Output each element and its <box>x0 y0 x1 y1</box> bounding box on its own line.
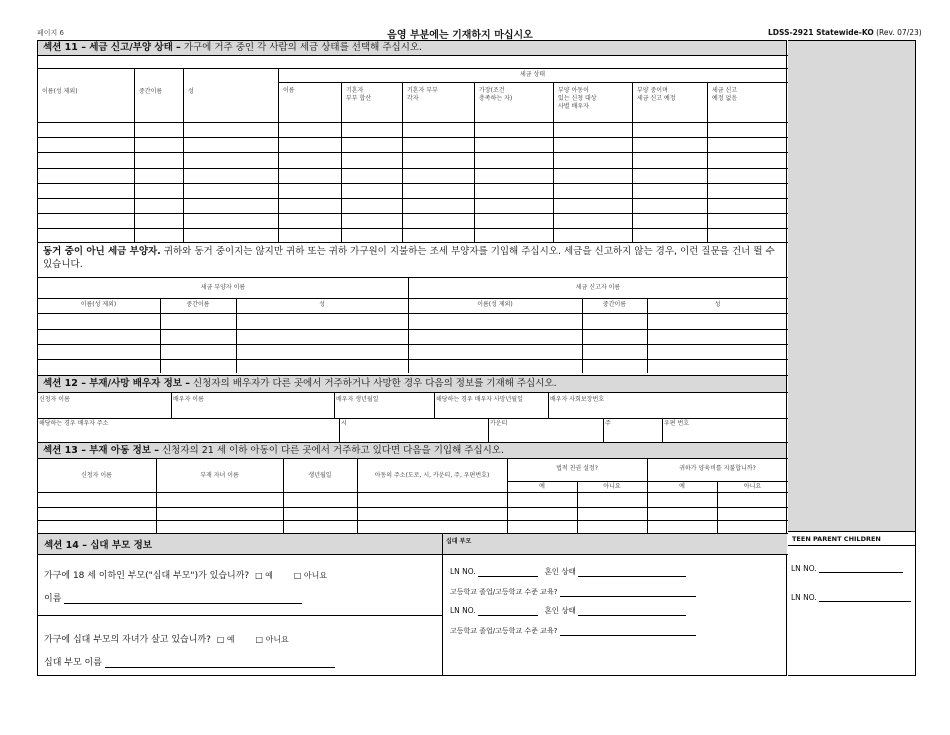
s11-table-cell[interactable] <box>632 228 707 242</box>
teen-child-no-checkbox[interactable]: □ 아니요 <box>255 635 289 644</box>
child-yes-header: 예 <box>539 483 545 490</box>
form-code: LDSS-2921 Statewide-KO <box>768 28 874 37</box>
s11-table-cell[interactable] <box>707 198 788 213</box>
dependent-table-cell[interactable] <box>37 359 160 375</box>
section11-header <box>38 41 786 55</box>
education-field[interactable] <box>560 635 696 636</box>
child-table-cell[interactable] <box>156 520 283 533</box>
child-table-cell[interactable] <box>357 492 507 507</box>
s11-table-cell[interactable] <box>134 228 183 242</box>
s11-table-cell[interactable] <box>183 122 278 137</box>
child-table-cell[interactable] <box>37 507 156 520</box>
spouse-address-divider <box>662 418 663 442</box>
s11-table-cell[interactable] <box>341 137 402 152</box>
s11-table-cell[interactable] <box>134 152 183 168</box>
spouse-address-label-0: 해당하는 경우 배우자 주소 <box>39 420 109 427</box>
child-table-cell[interactable] <box>717 507 788 520</box>
s11-table-cell[interactable] <box>707 137 788 152</box>
child-ln-field[interactable] <box>819 572 903 573</box>
dependents-header <box>38 243 786 276</box>
tax-dependent-group-label: 세금 부양자 이름 <box>200 284 246 291</box>
child-col-header-4: 법적 친권 설정? <box>556 465 598 472</box>
s11-table-cell[interactable] <box>37 122 134 137</box>
section11-title: 섹션 11 – 세금 신고/부양 상태 – <box>43 42 181 53</box>
s11-table-cell[interactable] <box>474 228 553 242</box>
dependent-col-header-3: 이름(성 제외) <box>477 301 513 308</box>
child-yes-header: 예 <box>679 483 685 490</box>
child-table-cell[interactable] <box>577 520 647 533</box>
dependent-table-cell[interactable] <box>408 359 582 375</box>
s11-table-cell[interactable] <box>37 198 134 213</box>
education-label: 고등학교 졸업/고등학교 수준 교육? <box>450 627 558 635</box>
teen-parent-children-header: TEEN PARENT CHILDREN <box>792 535 881 543</box>
s11-table-cell[interactable] <box>278 183 341 198</box>
child-table-cell[interactable] <box>647 507 717 520</box>
teen-parent-full-name-field[interactable] <box>105 667 335 668</box>
dependent-table-cell[interactable] <box>236 344 408 359</box>
dependent-table-cell[interactable] <box>647 344 788 359</box>
s11-table-cell[interactable] <box>553 137 632 152</box>
s11-table-cell[interactable] <box>474 168 553 183</box>
dependent-table-cell[interactable] <box>582 359 647 375</box>
s11-table-cell[interactable] <box>278 228 341 242</box>
child-no-header: 아니요 <box>743 483 762 490</box>
spouse-field-label-0: 신청자 이름 <box>39 396 70 403</box>
spouse-field-label-1: 배우자 이름 <box>173 396 204 403</box>
marital-status-field[interactable] <box>578 576 686 577</box>
form-revision: (Rev. 07/23) <box>876 28 922 37</box>
dependent-table-cell[interactable] <box>160 359 236 375</box>
s11-table-cell[interactable] <box>341 183 402 198</box>
s11-table-cell[interactable] <box>341 213 402 228</box>
s11-col-header-9: 세금 신고 예정 없음 <box>712 87 738 102</box>
s11-table-cell[interactable] <box>707 213 788 228</box>
s11-table-cell[interactable] <box>632 152 707 168</box>
s11-table-cell[interactable] <box>707 168 788 183</box>
s11-table-cell[interactable] <box>341 198 402 213</box>
teen-parent-no-checkbox[interactable]: □ 아니요 <box>293 571 328 580</box>
tax-filer-group-label: 세금 신고자 이름 <box>575 284 621 291</box>
dependent-table-cell[interactable] <box>160 344 236 359</box>
spouse-field-input[interactable] <box>434 393 548 418</box>
s11-table-cell[interactable] <box>37 137 134 152</box>
education-field[interactable] <box>560 596 696 597</box>
dependent-table-cell[interactable] <box>37 313 160 329</box>
dependent-table-cell[interactable] <box>408 329 582 344</box>
child-table-cell[interactable] <box>507 492 577 507</box>
s11-table-cell[interactable] <box>183 228 278 242</box>
teen-child-question <box>44 632 289 645</box>
s11-col-header-4: 기혼자 부부 합산 <box>346 87 372 102</box>
s11-table-cell[interactable] <box>553 183 632 198</box>
dependent-table-cell[interactable] <box>236 313 408 329</box>
form-id <box>768 28 922 37</box>
child-table-cell[interactable] <box>577 507 647 520</box>
s11-table-cell[interactable] <box>37 152 134 168</box>
teen-parent-row-2 <box>450 605 686 616</box>
s11-table-cell[interactable] <box>183 198 278 213</box>
section13-text: 신청자의 21 세 이하 아동이 다른 곳에서 거주하고 있다면 다음을 기입해 주십시오. <box>158 445 504 456</box>
s11-table-cell[interactable] <box>341 152 402 168</box>
teen-parent-full-name-row <box>44 655 335 668</box>
marital-status-label: 혼인 상태 <box>544 606 576 615</box>
spouse-field-input[interactable] <box>37 393 171 418</box>
dependents-text: 귀하와 동거 중이지는 않지만 귀하 또는 귀하 가구원이 지불하는 조세 부양자를 기입해 주십시오. 세금을 신고하지 않는 경우, 이런 질문을 건너 뛸 수 있습니다. <box>43 246 775 270</box>
child-table-cell[interactable] <box>507 507 577 520</box>
teen-parent-header-bg <box>443 534 787 554</box>
section13-title: 섹션 13 – 부재 아동 정보 – <box>43 445 159 456</box>
spouse-field-label-3: 해당하는 경우 배우자 사망년월일 <box>436 396 523 403</box>
s11-table-cell[interactable] <box>553 198 632 213</box>
section12-title: 섹션 12 – 부재/사망 배우자 정보 – <box>43 378 190 389</box>
s11-table-cell[interactable] <box>632 122 707 137</box>
s11-table-cell[interactable] <box>134 183 183 198</box>
s11-col-header-7: 부양 아동이 있는 신청 대상 사별 배우자 <box>558 87 597 110</box>
s11-table-cell[interactable] <box>278 168 341 183</box>
teen-parent-name-label: 이름 <box>44 594 62 604</box>
child-ln-row-1 <box>791 564 903 573</box>
s11-table-cell[interactable] <box>402 183 474 198</box>
s11-table-cell[interactable] <box>183 152 278 168</box>
dependent-table-cell[interactable] <box>647 329 788 344</box>
child-ln-field[interactable] <box>819 601 911 602</box>
s11-col-divider <box>134 68 135 82</box>
dependent-table-cell[interactable] <box>582 329 647 344</box>
teen-parent-question <box>44 568 327 581</box>
teen-parent-name-row <box>44 591 302 604</box>
child-col-header-0: 신청자 이름 <box>81 472 112 479</box>
child-ln-label: LN NO. <box>791 593 817 602</box>
section14-title: 섹션 14 – 십대 부모 정보 <box>44 540 152 551</box>
dependent-table-cell[interactable] <box>160 329 236 344</box>
spouse-field-divider <box>334 392 335 418</box>
s11-table-cell[interactable] <box>402 213 474 228</box>
spouse-field-divider <box>171 392 172 418</box>
s11-table-cell[interactable] <box>183 168 278 183</box>
section12-text: 신청자의 배우자가 다른 곳에서 거주하거나 사망한 경우 다음의 정보를 기재해 주십시오. <box>189 378 557 389</box>
child-table-cell[interactable] <box>577 492 647 507</box>
s11-table-cell[interactable] <box>402 198 474 213</box>
dependent-table-cell[interactable] <box>647 313 788 329</box>
teen-parent-question-text: 가구에 18 세 이하인 부모("십대 부모")가 있습니까? <box>44 571 250 581</box>
teen-parent-name-field[interactable] <box>64 603 302 604</box>
teen-parent-edu-row-2 <box>450 626 696 636</box>
page-title: 음영 부분에는 기재하지 마십시오 <box>387 30 533 41</box>
spouse-field-input[interactable] <box>171 393 334 418</box>
child-table-cell[interactable] <box>357 507 507 520</box>
spouse-address-divider <box>339 418 340 442</box>
dependent-table-cell[interactable] <box>582 344 647 359</box>
s11-table-cell[interactable] <box>553 213 632 228</box>
child-table-cell[interactable] <box>647 520 717 533</box>
s11-col-header-1: 중간이름 <box>139 88 163 95</box>
s11-col-header-2: 성 <box>188 88 194 95</box>
s11-table-cell[interactable] <box>278 152 341 168</box>
s11-col-divider <box>183 68 184 82</box>
ln-no-label: LN NO. <box>450 606 476 615</box>
s11-table-cell[interactable] <box>553 228 632 242</box>
s11-col-header-8: 부양 중이며 세금 신고 예정 <box>637 87 676 102</box>
s11-col-header-5: 기혼자 부부 각자 <box>407 87 438 102</box>
spouse-address-label-1: 시 <box>341 420 347 427</box>
child-table-cell[interactable] <box>357 520 507 533</box>
s11-table-cell[interactable] <box>37 213 134 228</box>
spouse-address-input[interactable] <box>603 419 662 442</box>
child-table-cell[interactable] <box>37 520 156 533</box>
teen-parent-edu-row-1 <box>450 587 696 597</box>
s11-table-cell[interactable] <box>134 168 183 183</box>
child-col-header-1: 부재 자녀 이름 <box>200 472 239 479</box>
s11-table-cell[interactable] <box>134 122 183 137</box>
s11-table-cell[interactable] <box>632 137 707 152</box>
s11-table-cell[interactable] <box>474 183 553 198</box>
child-table-cell[interactable] <box>507 520 577 533</box>
child-col-header-3: 아동의 주소(도로, 시, 카운티, 주, 우편번호) <box>374 472 490 479</box>
s11-table-cell[interactable] <box>402 228 474 242</box>
spouse-address-input[interactable] <box>37 419 339 442</box>
section13-header <box>38 443 786 458</box>
marital-status-field[interactable] <box>578 615 686 616</box>
spouse-address-label-2: 카운티 <box>490 420 508 427</box>
s11-table-cell[interactable] <box>402 137 474 152</box>
s11-table-cell[interactable] <box>553 168 632 183</box>
child-table-cell[interactable] <box>647 492 717 507</box>
s11-table-cell[interactable] <box>632 198 707 213</box>
s11-table-cell[interactable] <box>341 168 402 183</box>
section12-header <box>38 376 786 392</box>
dependent-col-header-4: 중간이름 <box>602 301 627 308</box>
spouse-field-divider <box>434 392 435 418</box>
s11-table-cell[interactable] <box>402 168 474 183</box>
s11-table-cell[interactable] <box>134 213 183 228</box>
s11-table-cell[interactable] <box>632 213 707 228</box>
section11-text: 가구에 거주 중인 각 사람의 세금 상태를 선택해 주십시오. <box>180 42 423 53</box>
dependent-table-cell[interactable] <box>236 329 408 344</box>
teen-parent-row-1 <box>450 566 686 577</box>
education-label: 고등학교 졸업/고등학교 수준 교육? <box>450 588 558 596</box>
spouse-address-input[interactable] <box>339 419 488 442</box>
dependent-table-cell[interactable] <box>37 329 160 344</box>
s11-table-cell[interactable] <box>474 198 553 213</box>
ln-no-label: LN NO. <box>450 567 476 576</box>
spouse-address-input[interactable] <box>662 419 788 442</box>
child-table-cell[interactable] <box>156 507 283 520</box>
s11-table-cell[interactable] <box>707 122 788 137</box>
dependent-table-cell[interactable] <box>647 359 788 375</box>
s11-table-cell[interactable] <box>707 152 788 168</box>
s11-table-cell[interactable] <box>278 122 341 137</box>
child-table-cell[interactable] <box>283 507 357 520</box>
s11-table-cell[interactable] <box>183 183 278 198</box>
dependent-col-header-1: 중간이름 <box>186 301 210 308</box>
s11-table-cell[interactable] <box>402 122 474 137</box>
s11-table-cell[interactable] <box>474 122 553 137</box>
s11-table-cell[interactable] <box>474 137 553 152</box>
s11-table-cell[interactable] <box>37 228 134 242</box>
dependent-col-header-2: 성 <box>319 301 325 308</box>
s11-table-cell[interactable] <box>632 168 707 183</box>
child-table-cell[interactable] <box>156 492 283 507</box>
s11-table-cell[interactable] <box>553 122 632 137</box>
marital-status-label: 혼인 상태 <box>544 567 576 576</box>
child-ln-label: LN NO. <box>791 564 817 573</box>
page-number: 페이지 6 <box>37 29 64 37</box>
teen-parent-header: 십대 부모 <box>446 538 472 545</box>
s11-table-cell[interactable] <box>183 137 278 152</box>
s11-table-cell[interactable] <box>474 152 553 168</box>
s11-col-header-3: 이름 <box>283 87 295 94</box>
spouse-field-input[interactable] <box>548 393 788 418</box>
teen-child-yes-checkbox[interactable]: □ 예 <box>216 635 235 644</box>
dependents-title: 동거 중이 아닌 세금 부양자. <box>43 246 161 257</box>
teen-parent-children-panel <box>788 531 916 676</box>
s11-table-cell[interactable] <box>278 213 341 228</box>
s11-table-cell[interactable] <box>134 198 183 213</box>
dependent-table-cell[interactable] <box>582 313 647 329</box>
s11-table-cell[interactable] <box>707 228 788 242</box>
dependent-table-cell[interactable] <box>408 344 582 359</box>
dependent-table-cell[interactable] <box>37 344 160 359</box>
child-col-header-5: 귀하가 양육비를 지불합니까? <box>679 465 756 472</box>
s11-table-cell[interactable] <box>707 183 788 198</box>
spouse-field-divider <box>548 392 549 418</box>
child-table-cell[interactable] <box>717 520 788 533</box>
spouse-field-input[interactable] <box>334 393 434 418</box>
tax-status-group-header: 세금 상태 <box>519 71 546 78</box>
teen-parent-full-name-label: 십대 부모 이름 <box>44 658 102 668</box>
teen-child-question-text: 가구에 십대 부모의 자녀가 살고 있습니까? <box>44 635 211 645</box>
child-table-cell[interactable] <box>283 520 357 533</box>
s11-table-cell[interactable] <box>632 183 707 198</box>
spouse-address-divider <box>603 418 604 442</box>
dependent-table-cell[interactable] <box>408 313 582 329</box>
child-table-cell[interactable] <box>37 492 156 507</box>
s11-table-cell[interactable] <box>37 183 134 198</box>
child-table-cell[interactable] <box>283 492 357 507</box>
s11-col-header-6: 가장(조건 충족하는 자) <box>479 87 513 102</box>
s11-table-cell[interactable] <box>474 213 553 228</box>
child-ln-row-2 <box>791 593 911 602</box>
s11-col-header-0: 이름(성 제외) <box>42 88 78 95</box>
s11-table-cell[interactable] <box>278 198 341 213</box>
dependent-table-cell[interactable] <box>160 313 236 329</box>
spouse-address-label-3: 주 <box>605 420 611 427</box>
s11-table-cell[interactable] <box>553 152 632 168</box>
child-col-header-2: 생년월일 <box>308 472 332 479</box>
ln-no-field[interactable] <box>478 615 538 616</box>
s11-table-cell[interactable] <box>37 168 134 183</box>
s11-table-cell[interactable] <box>134 137 183 152</box>
s11-table-cell[interactable] <box>183 213 278 228</box>
spouse-address-divider <box>488 418 489 442</box>
s11-table-cell[interactable] <box>341 122 402 137</box>
s11-table-cell[interactable] <box>341 228 402 242</box>
teen-parent-yes-checkbox[interactable]: □ 예 <box>255 571 273 580</box>
dependent-table-cell[interactable] <box>236 359 408 375</box>
s11-table-cell[interactable] <box>402 152 474 168</box>
spouse-field-label-2: 배우자 생년월일 <box>336 396 379 403</box>
child-table-cell[interactable] <box>717 492 788 507</box>
spouse-field-label-4: 배우자 사회보장번호 <box>550 396 605 403</box>
dependent-col-header-5: 성 <box>714 301 721 308</box>
spouse-address-input[interactable] <box>488 419 603 442</box>
dependent-col-header-0: 이름(성 제외) <box>80 301 117 308</box>
s11-table-cell[interactable] <box>278 137 341 152</box>
ln-no-field[interactable] <box>478 576 538 577</box>
child-no-header: 아니요 <box>603 483 621 490</box>
spouse-address-label-4: 우편 번호 <box>664 420 690 427</box>
